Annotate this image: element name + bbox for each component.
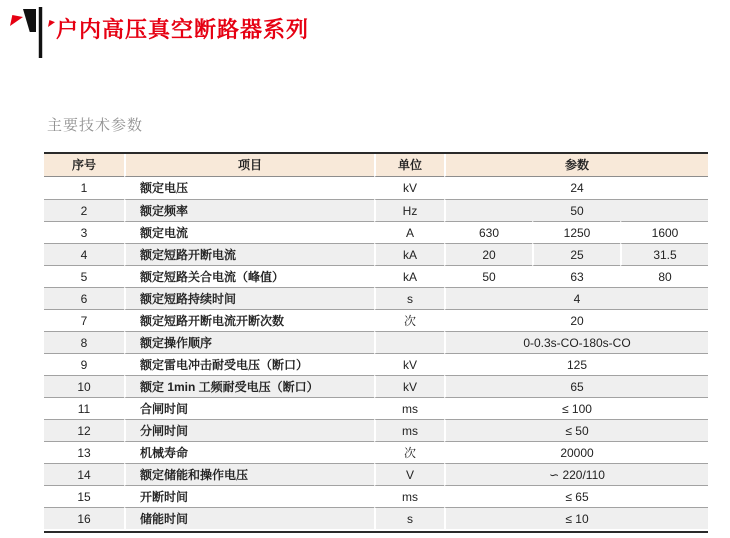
row-item-cell: 额定雷电冲击耐受电压（断口） (124, 353, 374, 375)
table-row (44, 177, 708, 199)
row-param-cell: 24 (444, 177, 708, 199)
row-unit-cell: kV (374, 375, 444, 397)
col-header-no: 序号 (44, 154, 124, 177)
header-row (44, 154, 708, 177)
row-no-cell: 1 (80, 181, 88, 195)
row-param-cell: ≤ 100 (444, 397, 708, 419)
row-param-cell: 31.5 (620, 243, 708, 265)
row-no-cell: 8 (44, 331, 124, 353)
table-row (44, 441, 708, 463)
row-param-cell: 125 (444, 353, 708, 375)
row-param-cell: 65 (444, 375, 708, 397)
table-row (44, 331, 708, 353)
black-wedge-icon (23, 9, 36, 32)
table-row (44, 199, 708, 221)
row-param-cell: ∽ 220/110 (444, 463, 708, 485)
col-header-param: 参数 (444, 154, 708, 177)
row-no-cell: 13 (44, 441, 124, 463)
row-item-cell: 额定电压 (124, 177, 374, 199)
row-param-cell: ≤ 65 (444, 485, 708, 507)
table-row (44, 397, 708, 419)
row-item-cell: 储能时间 (124, 507, 374, 529)
table-row (44, 419, 708, 441)
row-item-cell: 机械寿命 (124, 441, 374, 463)
table-row (44, 463, 708, 485)
row-unit-cell: ms (374, 485, 444, 507)
red-triangle-icon (10, 15, 23, 26)
row-param-cell: 50 (444, 265, 532, 287)
row-unit-cell: s (374, 507, 444, 529)
row-unit-cell: 次 (374, 309, 444, 331)
spec-table-container (44, 152, 708, 533)
row-item-cell: 额定 1min 工频耐受电压（断口） (124, 375, 374, 397)
row-param-cell: ≤ 50 (444, 419, 708, 441)
row-unit-cell: 次 (374, 441, 444, 463)
row-no-cell: 6 (44, 287, 124, 309)
row-param-cell: 25 (532, 243, 620, 265)
page-title: 户内高压真空断路器系列 (56, 17, 310, 42)
row-unit-cell: kV (374, 353, 444, 375)
spec-table-body (44, 177, 708, 529)
row-item-cell: 额定短路开断电流 (124, 243, 374, 265)
brand-logo-mark (9, 6, 55, 60)
row-item-cell: 额定短路关合电流（峰值） (124, 265, 374, 287)
row-item-cell: 额定频率 (124, 199, 374, 221)
row-unit-cell: ms (374, 419, 444, 441)
row-unit-cell: kV (374, 177, 444, 199)
row-unit-cell: Hz (374, 199, 444, 221)
row-unit-cell: A (374, 221, 444, 243)
row-param-cell: 20000 (444, 441, 708, 463)
col-header-unit: 单位 (374, 154, 444, 177)
row-param-cell: 20 (444, 309, 708, 331)
row-no-cell: 9 (44, 353, 124, 375)
table-row (44, 353, 708, 375)
section-heading: 主要技术参数 (47, 117, 144, 134)
vertical-bar-icon (38, 7, 43, 58)
row-item-cell: 额定电流 (124, 221, 374, 243)
row-no-cell: 7 (44, 309, 124, 331)
spec-table-header (44, 154, 708, 177)
row-no-cell: 11 (44, 397, 124, 419)
row-param-cell: 4 (444, 287, 708, 309)
small-red-triangle-icon (48, 20, 55, 27)
row-no-cell: 2 (44, 199, 124, 221)
row-param-cell: 630 (444, 221, 532, 243)
row-item-cell: 分闸时间 (124, 419, 374, 441)
table-row (44, 265, 708, 287)
col-header-item: 项目 (124, 154, 374, 177)
row-unit-cell: ms (374, 397, 444, 419)
row-no-cell: 16 (44, 507, 124, 529)
table-row (44, 309, 708, 331)
row-no-cell: 3 (44, 221, 124, 243)
row-item-cell: 开断时间 (124, 485, 374, 507)
row-param-cell: 0-0.3s-CO-180s-CO (444, 331, 708, 353)
row-no-cell: 14 (44, 463, 124, 485)
row-item-cell: 额定操作顺序 (124, 331, 374, 353)
row-unit-cell: s (374, 287, 444, 309)
spec-table (44, 154, 708, 529)
row-param-cell: 50 (444, 199, 708, 221)
row-param-cell: 63 (532, 265, 620, 287)
row-item-cell: 额定短路持续时间 (124, 287, 374, 309)
table-row (44, 507, 708, 529)
row-unit-cell (374, 331, 444, 353)
row-item-cell: 额定储能和操作电压 (124, 463, 374, 485)
row-param-cell: 20 (444, 243, 532, 265)
table-row (44, 221, 708, 243)
row-no-cell: 5 (44, 265, 124, 287)
row-param-cell: ≤ 10 (444, 507, 708, 529)
row-no-cell: 12 (44, 419, 124, 441)
row-no-cell: 10 (44, 375, 124, 397)
row-param-cell: 80 (620, 265, 708, 287)
row-param-cell: 1600 (620, 221, 708, 243)
row-item-cell: 合闸时间 (124, 397, 374, 419)
row-no-cell: 15 (44, 485, 124, 507)
table-row (44, 243, 708, 265)
table-row (44, 375, 708, 397)
row-unit-cell: V (374, 463, 444, 485)
table-row (44, 287, 708, 309)
table-row (44, 485, 708, 507)
row-param-cell: 1250 (532, 221, 620, 243)
row-unit-cell: kA (374, 243, 444, 265)
row-no-cell: 4 (44, 243, 124, 265)
row-unit-cell: kA (374, 265, 444, 287)
row-item-cell: 额定短路开断电流开断次数 (124, 309, 374, 331)
